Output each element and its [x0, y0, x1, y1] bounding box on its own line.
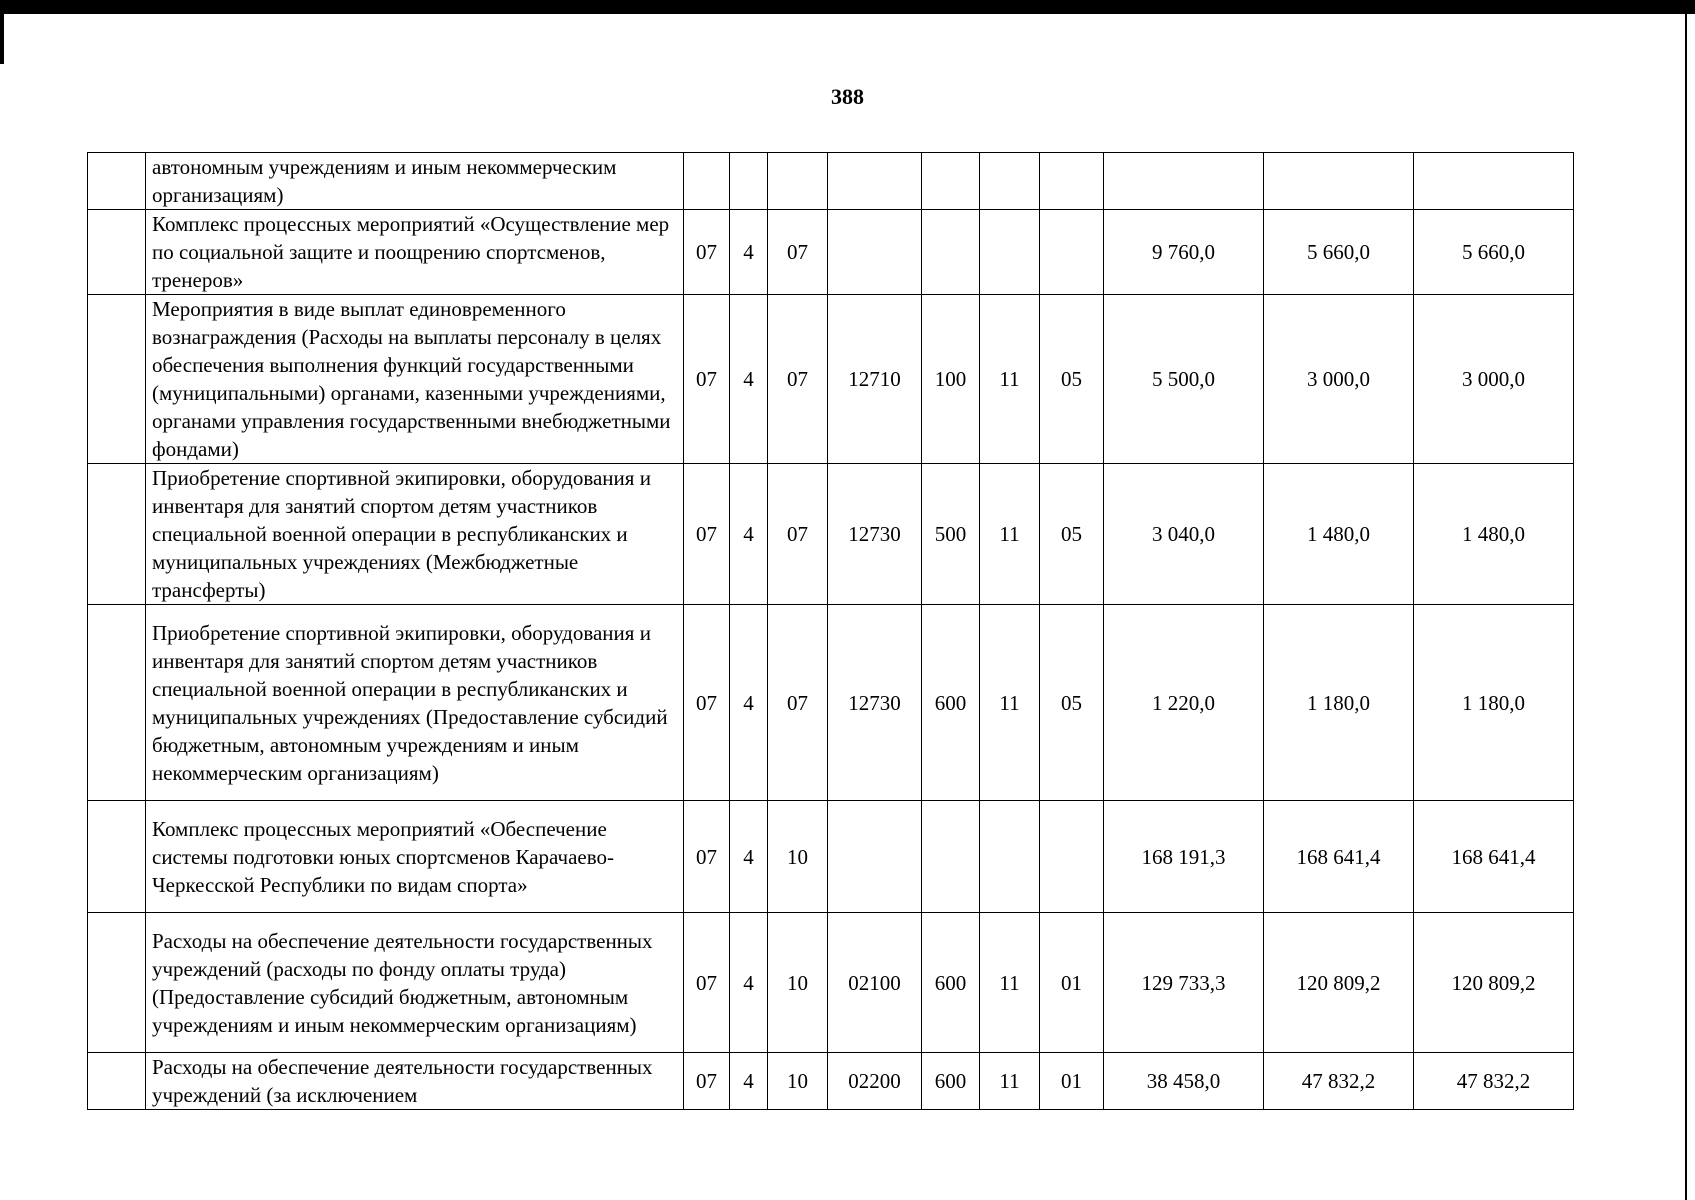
expense-type-cell: 600: [922, 1053, 980, 1110]
expense-type-cell: 500: [922, 464, 980, 605]
budget-table: [87, 152, 1574, 1110]
subsection-code-cell: 05: [1040, 295, 1104, 464]
chapter-code-cell: 11: [980, 605, 1040, 801]
direction-code-cell: 02100: [828, 913, 922, 1053]
row-blank-cell: [88, 605, 146, 801]
amount-year3-cell: 47 832,2: [1414, 1053, 1574, 1110]
amount-year2-cell: 5 660,0: [1264, 210, 1414, 295]
expense-type-cell: 600: [922, 913, 980, 1053]
row-name-cell: Комплекс процессных мероприятий «Обеспечение системы подготовки юных спортсменов Карачаево-Черкесской Республики по видам спорта»: [146, 801, 684, 913]
subprogram-code-cell: 4: [730, 801, 768, 913]
complex-code-cell: 10: [768, 913, 828, 1053]
subprogram-code-cell: 4: [730, 605, 768, 801]
row-name-cell: Приобретение спортивной экипировки, оборудования и инвентаря для занятий спортом детям участников специальной военной операции в республиканских и муниципальных учреждениях (Межбюджетные трансферты): [146, 464, 684, 605]
chapter-code-cell: [980, 153, 1040, 210]
amount-year2-cell: 3 000,0: [1264, 295, 1414, 464]
table-row: [88, 605, 1574, 801]
amount-year3-cell: 120 809,2: [1414, 913, 1574, 1053]
amount-year1-cell: 1 220,0: [1104, 605, 1264, 801]
chapter-code-cell: 11: [980, 295, 1040, 464]
direction-code-cell: 02200: [828, 1053, 922, 1110]
subsection-code-cell: [1040, 153, 1104, 210]
row-name-cell: Комплекс процессных мероприятий «Осуществление мер по социальной защите и поощрению спортсменов, тренеров»: [146, 210, 684, 295]
amount-year2-cell: 1 480,0: [1264, 464, 1414, 605]
chapter-code-cell: [980, 801, 1040, 913]
amount-year2-cell: 120 809,2: [1264, 913, 1414, 1053]
amount-year3-cell: 5 660,0: [1414, 210, 1574, 295]
row-blank-cell: [88, 913, 146, 1053]
section-code-cell: 07: [684, 801, 730, 913]
amount-year3-cell: 1 180,0: [1414, 605, 1574, 801]
section-code-cell: 07: [684, 913, 730, 1053]
amount-year3-cell: 168 641,4: [1414, 801, 1574, 913]
expense-type-cell: [922, 153, 980, 210]
expense-type-cell: [922, 210, 980, 295]
section-code-cell: 07: [684, 1053, 730, 1110]
table-row: [88, 464, 1574, 605]
table-row: [88, 153, 1574, 210]
complex-code-cell: 07: [768, 464, 828, 605]
chapter-code-cell: 11: [980, 1053, 1040, 1110]
row-name-cell: Мероприятия в виде выплат единовременного вознаграждения (Расходы на выплаты персоналу в целях обеспечения выполнения функций государственными (муниципальными) органами, казенными учреждениями, органами управления государственными внебюджетными фондами): [146, 295, 684, 464]
subprogram-code-cell: 4: [730, 913, 768, 1053]
direction-code-cell: [828, 801, 922, 913]
amount-year2-cell: 1 180,0: [1264, 605, 1414, 801]
row-blank-cell: [88, 464, 146, 605]
direction-code-cell: [828, 153, 922, 210]
row-name-cell: Расходы на обеспечение деятельности государственных учреждений (расходы по фонду оплаты труда) (Предоставление субсидий бюджетным, автономным учреждениям и иным некоммерческим организациям): [146, 913, 684, 1053]
amount-year1-cell: 5 500,0: [1104, 295, 1264, 464]
section-code-cell: 07: [684, 210, 730, 295]
complex-code-cell: 07: [768, 295, 828, 464]
subsection-code-cell: 05: [1040, 605, 1104, 801]
row-name-cell: Приобретение спортивной экипировки, оборудования и инвентаря для занятий спортом детям участников специальной военной операции в республиканских и муниципальных учреждениях (Предоставление субсидий бюджетным, автономным учреждениям и иным некоммерческим организациям): [146, 605, 684, 801]
row-blank-cell: [88, 210, 146, 295]
complex-code-cell: 10: [768, 801, 828, 913]
table-row: [88, 913, 1574, 1053]
complex-code-cell: 10: [768, 1053, 828, 1110]
chapter-code-cell: 11: [980, 464, 1040, 605]
direction-code-cell: 12710: [828, 295, 922, 464]
row-name-cell: автономным учреждениям и иным некоммерческим организациям): [146, 153, 684, 210]
chapter-code-cell: [980, 210, 1040, 295]
row-blank-cell: [88, 801, 146, 913]
subprogram-code-cell: 4: [730, 1053, 768, 1110]
amount-year3-cell: 3 000,0: [1414, 295, 1574, 464]
subprogram-code-cell: 4: [730, 464, 768, 605]
subprogram-code-cell: 4: [730, 295, 768, 464]
expense-type-cell: 100: [922, 295, 980, 464]
amount-year3-cell: 1 480,0: [1414, 464, 1574, 605]
amount-year2-cell: 168 641,4: [1264, 801, 1414, 913]
subsection-code-cell: [1040, 210, 1104, 295]
expense-type-cell: 600: [922, 605, 980, 801]
table-row: [88, 1053, 1574, 1110]
row-name-cell: Расходы на обеспечение деятельности государственных учреждений (за исключением: [146, 1053, 684, 1110]
amount-year1-cell: 129 733,3: [1104, 913, 1264, 1053]
subprogram-code-cell: 4: [730, 210, 768, 295]
complex-code-cell: 07: [768, 605, 828, 801]
direction-code-cell: [828, 210, 922, 295]
table-row: [88, 801, 1574, 913]
direction-code-cell: 12730: [828, 605, 922, 801]
subsection-code-cell: 05: [1040, 464, 1104, 605]
row-blank-cell: [88, 295, 146, 464]
table-row: [88, 210, 1574, 295]
table-row: [88, 295, 1574, 464]
subsection-code-cell: 01: [1040, 913, 1104, 1053]
section-code-cell: 07: [684, 295, 730, 464]
section-code-cell: 07: [684, 464, 730, 605]
amount-year1-cell: 9 760,0: [1104, 210, 1264, 295]
complex-code-cell: [768, 153, 828, 210]
chapter-code-cell: 11: [980, 913, 1040, 1053]
scan-left-edge: [0, 14, 4, 64]
subsection-code-cell: 01: [1040, 1053, 1104, 1110]
row-blank-cell: [88, 153, 146, 210]
expense-type-cell: [922, 801, 980, 913]
complex-code-cell: 07: [768, 210, 828, 295]
row-blank-cell: [88, 1053, 146, 1110]
amount-year1-cell: 168 191,3: [1104, 801, 1264, 913]
amount-year1-cell: 38 458,0: [1104, 1053, 1264, 1110]
scan-right-edge: [1685, 14, 1687, 1200]
subprogram-code-cell: [730, 153, 768, 210]
section-code-cell: [684, 153, 730, 210]
direction-code-cell: 12730: [828, 464, 922, 605]
page-number: 388: [831, 84, 864, 109]
amount-year2-cell: [1264, 153, 1414, 210]
section-code-cell: 07: [684, 605, 730, 801]
amount-year1-cell: [1104, 153, 1264, 210]
scan-top-border: [0, 0, 1695, 14]
amount-year2-cell: 47 832,2: [1264, 1053, 1414, 1110]
amount-year3-cell: [1414, 153, 1574, 210]
amount-year1-cell: 3 040,0: [1104, 464, 1264, 605]
subsection-code-cell: [1040, 801, 1104, 913]
